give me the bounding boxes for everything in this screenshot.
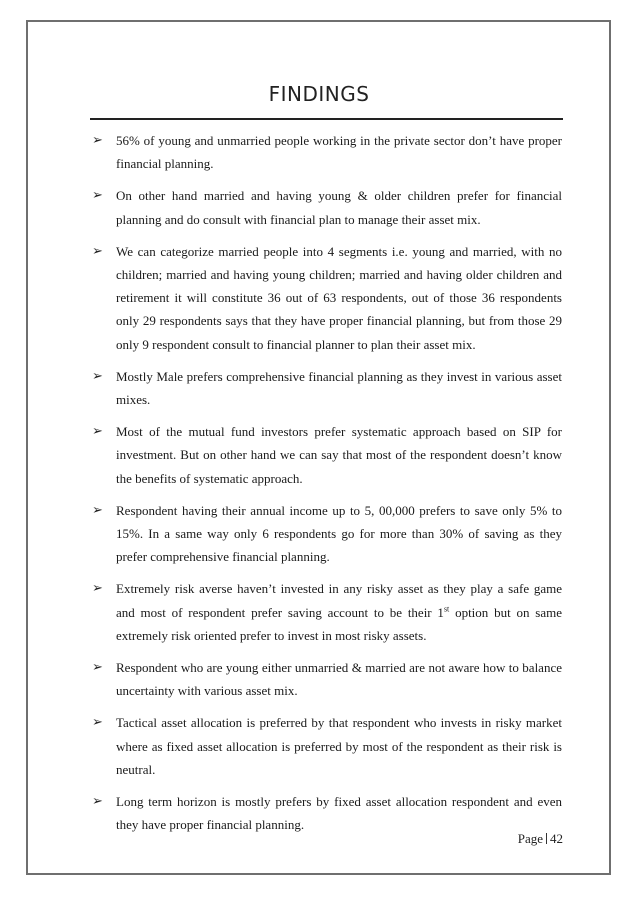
- arrow-bullet-icon: ➢: [92, 581, 103, 597]
- findings-list: [92, 129, 562, 845]
- finding-item: [92, 420, 562, 490]
- finding-item: [92, 129, 562, 175]
- finding-item: [92, 577, 562, 647]
- finding-item: [92, 499, 562, 569]
- title-underline: [90, 118, 563, 120]
- finding-text: We can categorize married people into 4 segments i.e. young and married, with no children; married and having young children; married and having older children and retirement it will constitute 36 out of 63 respondents, out of those 36 respondents only 29 respondents says that they have proper financial planning, but from those 29 only 9 respondent consult to financial planner to plan their asset mix.: [116, 243, 562, 352]
- finding-item: [92, 365, 562, 411]
- footer-separator: [546, 833, 547, 844]
- ordinal-superscript: st: [443, 604, 450, 614]
- arrow-bullet-icon: ➢: [92, 502, 103, 518]
- arrow-bullet-icon: ➢: [92, 794, 103, 810]
- arrow-bullet-icon: ➢: [92, 243, 103, 259]
- finding-text-after: option but on same extremely risk oriented prefer to invest in most risky assets.: [116, 604, 562, 643]
- finding-text: Long term horizon is mostly prefers by fixed asset allocation respondent and even they have proper financial planning.: [116, 794, 562, 833]
- finding-text: 56% of young and unmarried people working in the private sector don’t have proper financial planning.: [116, 133, 562, 172]
- page-title: FINDINGS: [268, 82, 370, 106]
- finding-text: On other hand married and having young & older children prefer for financial planning and do consult with financial plan to manage their asset mix.: [116, 188, 562, 227]
- arrow-bullet-icon: ➢: [92, 660, 103, 676]
- finding-item: [92, 184, 562, 230]
- page-footer: [518, 831, 563, 847]
- finding-item: [92, 656, 562, 702]
- arrow-bullet-icon: ➢: [92, 188, 103, 204]
- finding-text: Mostly Male prefers comprehensive financial planning as they invest in various asset mixes.: [116, 368, 562, 408]
- finding-text: Respondent having their annual income up to 5, 00,000 prefers to save only 5% to 15%. In a same way only 6 respondents go for more than 30% of saving as they prefer comprehensive financial planning.: [116, 502, 562, 565]
- finding-text: [116, 581, 562, 642]
- page-number: 42: [550, 831, 563, 846]
- page-label: Page: [517, 831, 543, 846]
- arrow-bullet-icon: ➢: [92, 715, 103, 731]
- arrow-bullet-icon: ➢: [92, 368, 103, 384]
- arrow-bullet-icon: ➢: [92, 133, 103, 148]
- finding-text: Tactical asset allocation is preferred by that respondent who invests in risky market where as fixed asset allocation is preferred by most of the respondent as their risk is neutral.: [116, 715, 562, 777]
- finding-text: Most of the mutual fund investors prefer systematic approach based on SIP for investment. But on other hand we can say that most of the respondent doesn’t know the benefits of systematic approach.: [116, 424, 562, 486]
- arrow-bullet-icon: ➢: [92, 424, 103, 440]
- finding-text-before: Extremely risk averse haven’t invested in any risky asset as they play a safe game and most of respondent prefer saving account to be their 1: [116, 581, 562, 620]
- finding-item: [92, 240, 562, 356]
- finding-item: [92, 711, 562, 781]
- finding-item: [92, 790, 562, 836]
- finding-text: Respondent who are young either unmarried & married are not aware how to balance uncertainty with various asset mix.: [116, 660, 562, 699]
